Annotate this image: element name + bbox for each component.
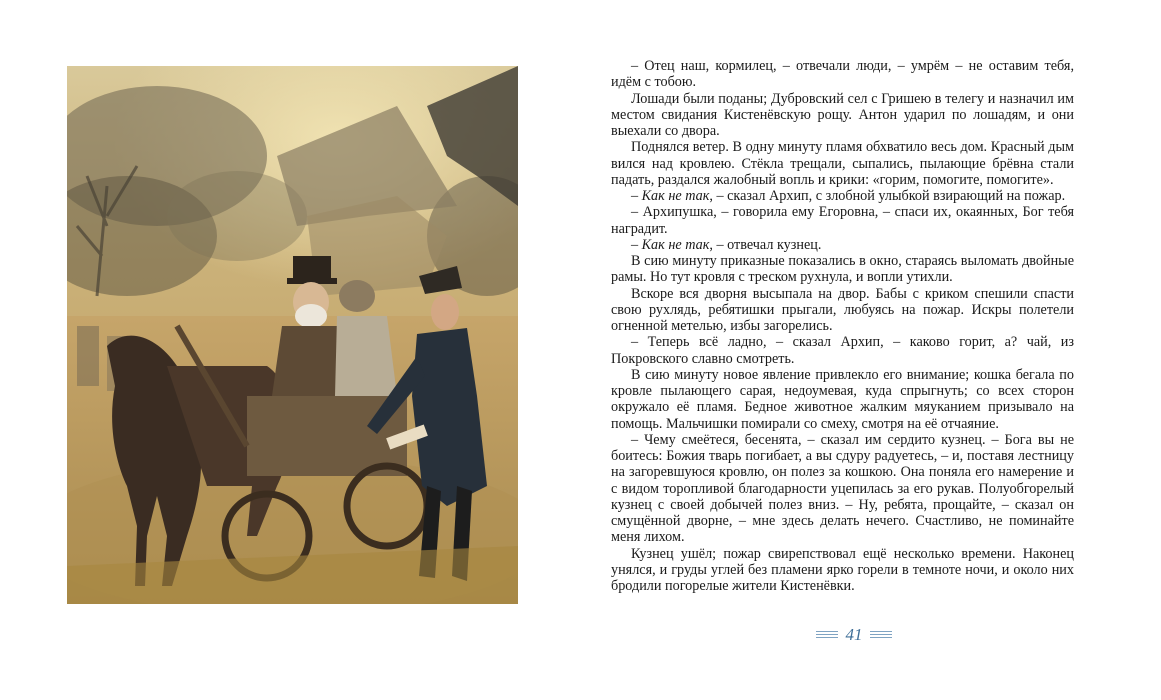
paragraph <box>611 367 1074 432</box>
text-run: В сию минуту приказные показались в окно, стараясь выломать двойные рамы. Но тут кровля с треском рухнула, и вопли утихли. <box>611 253 1074 286</box>
text-run: – <box>631 188 642 204</box>
body-text <box>611 58 1074 594</box>
paragraph <box>611 139 1074 188</box>
paragraph <box>611 546 1074 595</box>
ornament-lines-right <box>870 631 892 641</box>
paragraph <box>611 91 1074 140</box>
paragraph <box>611 432 1074 546</box>
page-number: 41 <box>845 625 863 644</box>
paragraph <box>611 286 1074 335</box>
text-run: – Архипушка, – говорила ему Егоровна, – спаси их, окаянных, Бог тебя наградит. <box>611 204 1074 237</box>
text-run: В сию минуту новое явление привлекло его внимание; кошка бегала по кровле пылающего сарая, недоумевая, куда спрыгнуть; со всех сторон окружало её пламя. Бедное животное жалким мяуканием призывало на помощь. Мальчишки помирали со смеху, смотря на её отчаяние. <box>611 366 1074 432</box>
text-run: , – сказал Архип, с злобной улыбкой взирающий на пожар. <box>709 188 1066 204</box>
painting-icon <box>67 66 518 604</box>
paragraph <box>611 204 1074 237</box>
text-run: – Чему смеётеся, бесенята, – сказал им сердито кузнец. – Бога вы не боитесь: Божия тварь погибает, а вы сдуру радуетесь, – и, поставя лестницу на загоревшуюся кровлю, он полез за кошкою. Она поняла его намерение и с видом торопливой благодарности уцепилась за его рукав. Полуобгорелый кузнец с своей добычей полез вниз. – Ну, ребята, прощайте, – сказал он смущённой дворне, – мне здесь делать нечего. Счастливо, не поминайте меня лихом. <box>611 431 1074 546</box>
text-run: – <box>631 236 642 253</box>
text-run: Кузнец ушёл; пожар свирепствовал ещё несколько времени. Наконец унялся, и груды углей без пламени ярко горели в темноте ночи, и около них бродили погорелые жители Кистенёвки. <box>611 545 1074 594</box>
paragraph <box>611 253 1074 286</box>
italic-run: Как не так <box>641 236 710 253</box>
text-run: – Теперь всё ладно, – сказал Архип, – каково горит, а? чай, из Покровского славно смотреть. <box>611 334 1074 367</box>
paragraph <box>611 334 1074 367</box>
text-run: – Отец наш, кормилец, – отвечали люди, – умрём – не оставим тебя, идём с тобою. <box>611 58 1074 91</box>
page-footer <box>816 625 892 647</box>
paragraph <box>611 188 1074 204</box>
paragraph <box>611 58 1074 91</box>
text-run: , – отвечал кузнец. <box>709 236 822 253</box>
illustration <box>67 66 518 604</box>
paragraph <box>611 237 1074 253</box>
text-run: Вскоре вся дворня высыпала на двор. Бабы с криком спешили спасти свою рухлядь, ребятишки прыгали, любуясь на пожар. Искры полетели огненной метелью, избы загорелись. <box>611 285 1074 334</box>
text-run: Поднялся ветер. В одну минуту пламя обхватило весь дом. Красный дым вился над кровлею. Стёкла трещали, сыпались, пылающие брёвна стали падать, раздался жалобный вопль и крики: «горим, помогите, помогите». <box>611 139 1074 188</box>
italic-run: Как не так <box>641 188 710 204</box>
text-run: Лошади были поданы; Дубровский сел с Гришею в телегу и назначил им местом свидания Кистенёвскую рощу. Антон ударил по лошадям, и они выехали со двора. <box>611 90 1074 139</box>
ornament-lines-left <box>816 631 838 641</box>
